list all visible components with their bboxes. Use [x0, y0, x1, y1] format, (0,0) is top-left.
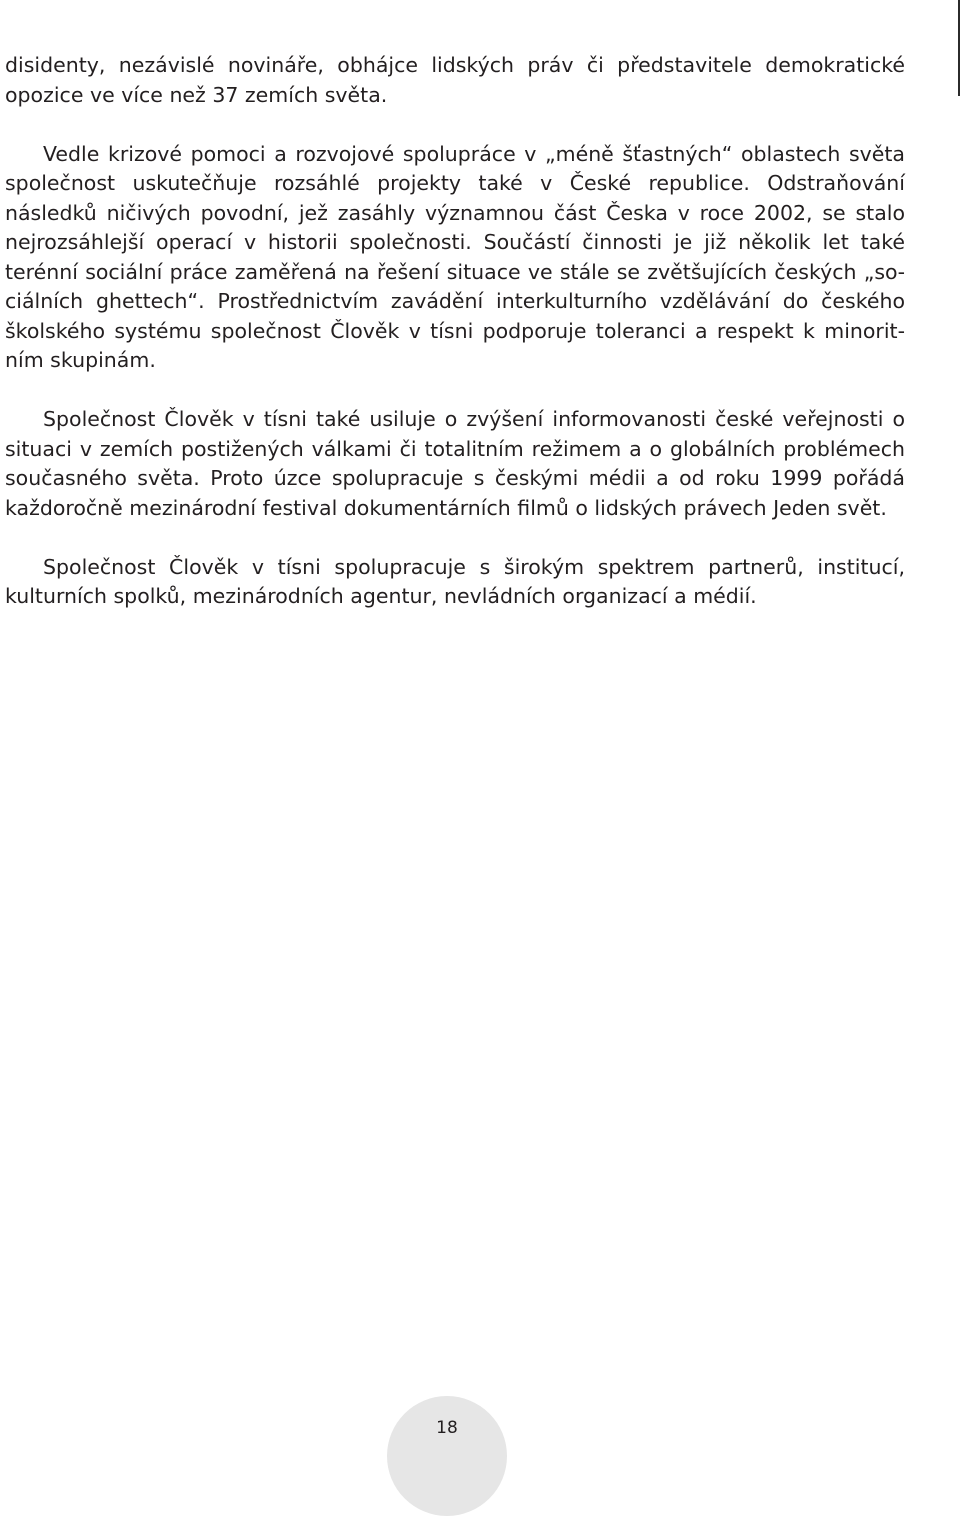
paragraph-partners: Společnost Člověk v tísni spolupracuje s širokým spektrem partnerů, institucí, kulturních spolků, mezinárodních agentur, nevládních organizací a médií. [5, 554, 905, 608]
body-text [5, 51, 905, 641]
page-number: 18 [436, 1418, 458, 1438]
paragraph-continuation: disidenty, nezávislé novináře, obhájce lidských práv či představitele demokratické opozice ve více než 37 zemích světa. [5, 53, 905, 107]
paragraph-czech-projects: Vedle krizové pomoci a rozvojové spolupráce v „méně šťastných“ oblastech světa společnost uskutečňuje rozsáhlé projekty také v České republice. Odstraňování následků ničivých povodní, jež zasáhly významnou část Česka v roce 2002, se stalo nejrozsáhlejší operací v historii společnosti. Součástí činnosti je již několik let také terénní sociální práce zaměřená na řešení situace ve stále se zvětšujících českých „sociálních ghettech“. Prostřednictvím zavádění interkulturního vzdělávání do českého školského systému společnost Člověk v tísni podporuje toleranci a respekt k minoritním skupinám. [5, 141, 905, 372]
page-number-tab [387, 1396, 507, 1516]
paragraph-media-awareness: Společnost Člověk v tísni také usiluje o zvýšení informovanosti české veřejnosti o situaci v zemích postižených válkami či totalitním režimem a o globálních problémech současného světa. Proto úzce spolupracuje s českými médii a od roku 1999 pořádá každoročně mezinárodní festival dokumentárních filmů o lidských právech Jeden svět. [5, 407, 905, 520]
